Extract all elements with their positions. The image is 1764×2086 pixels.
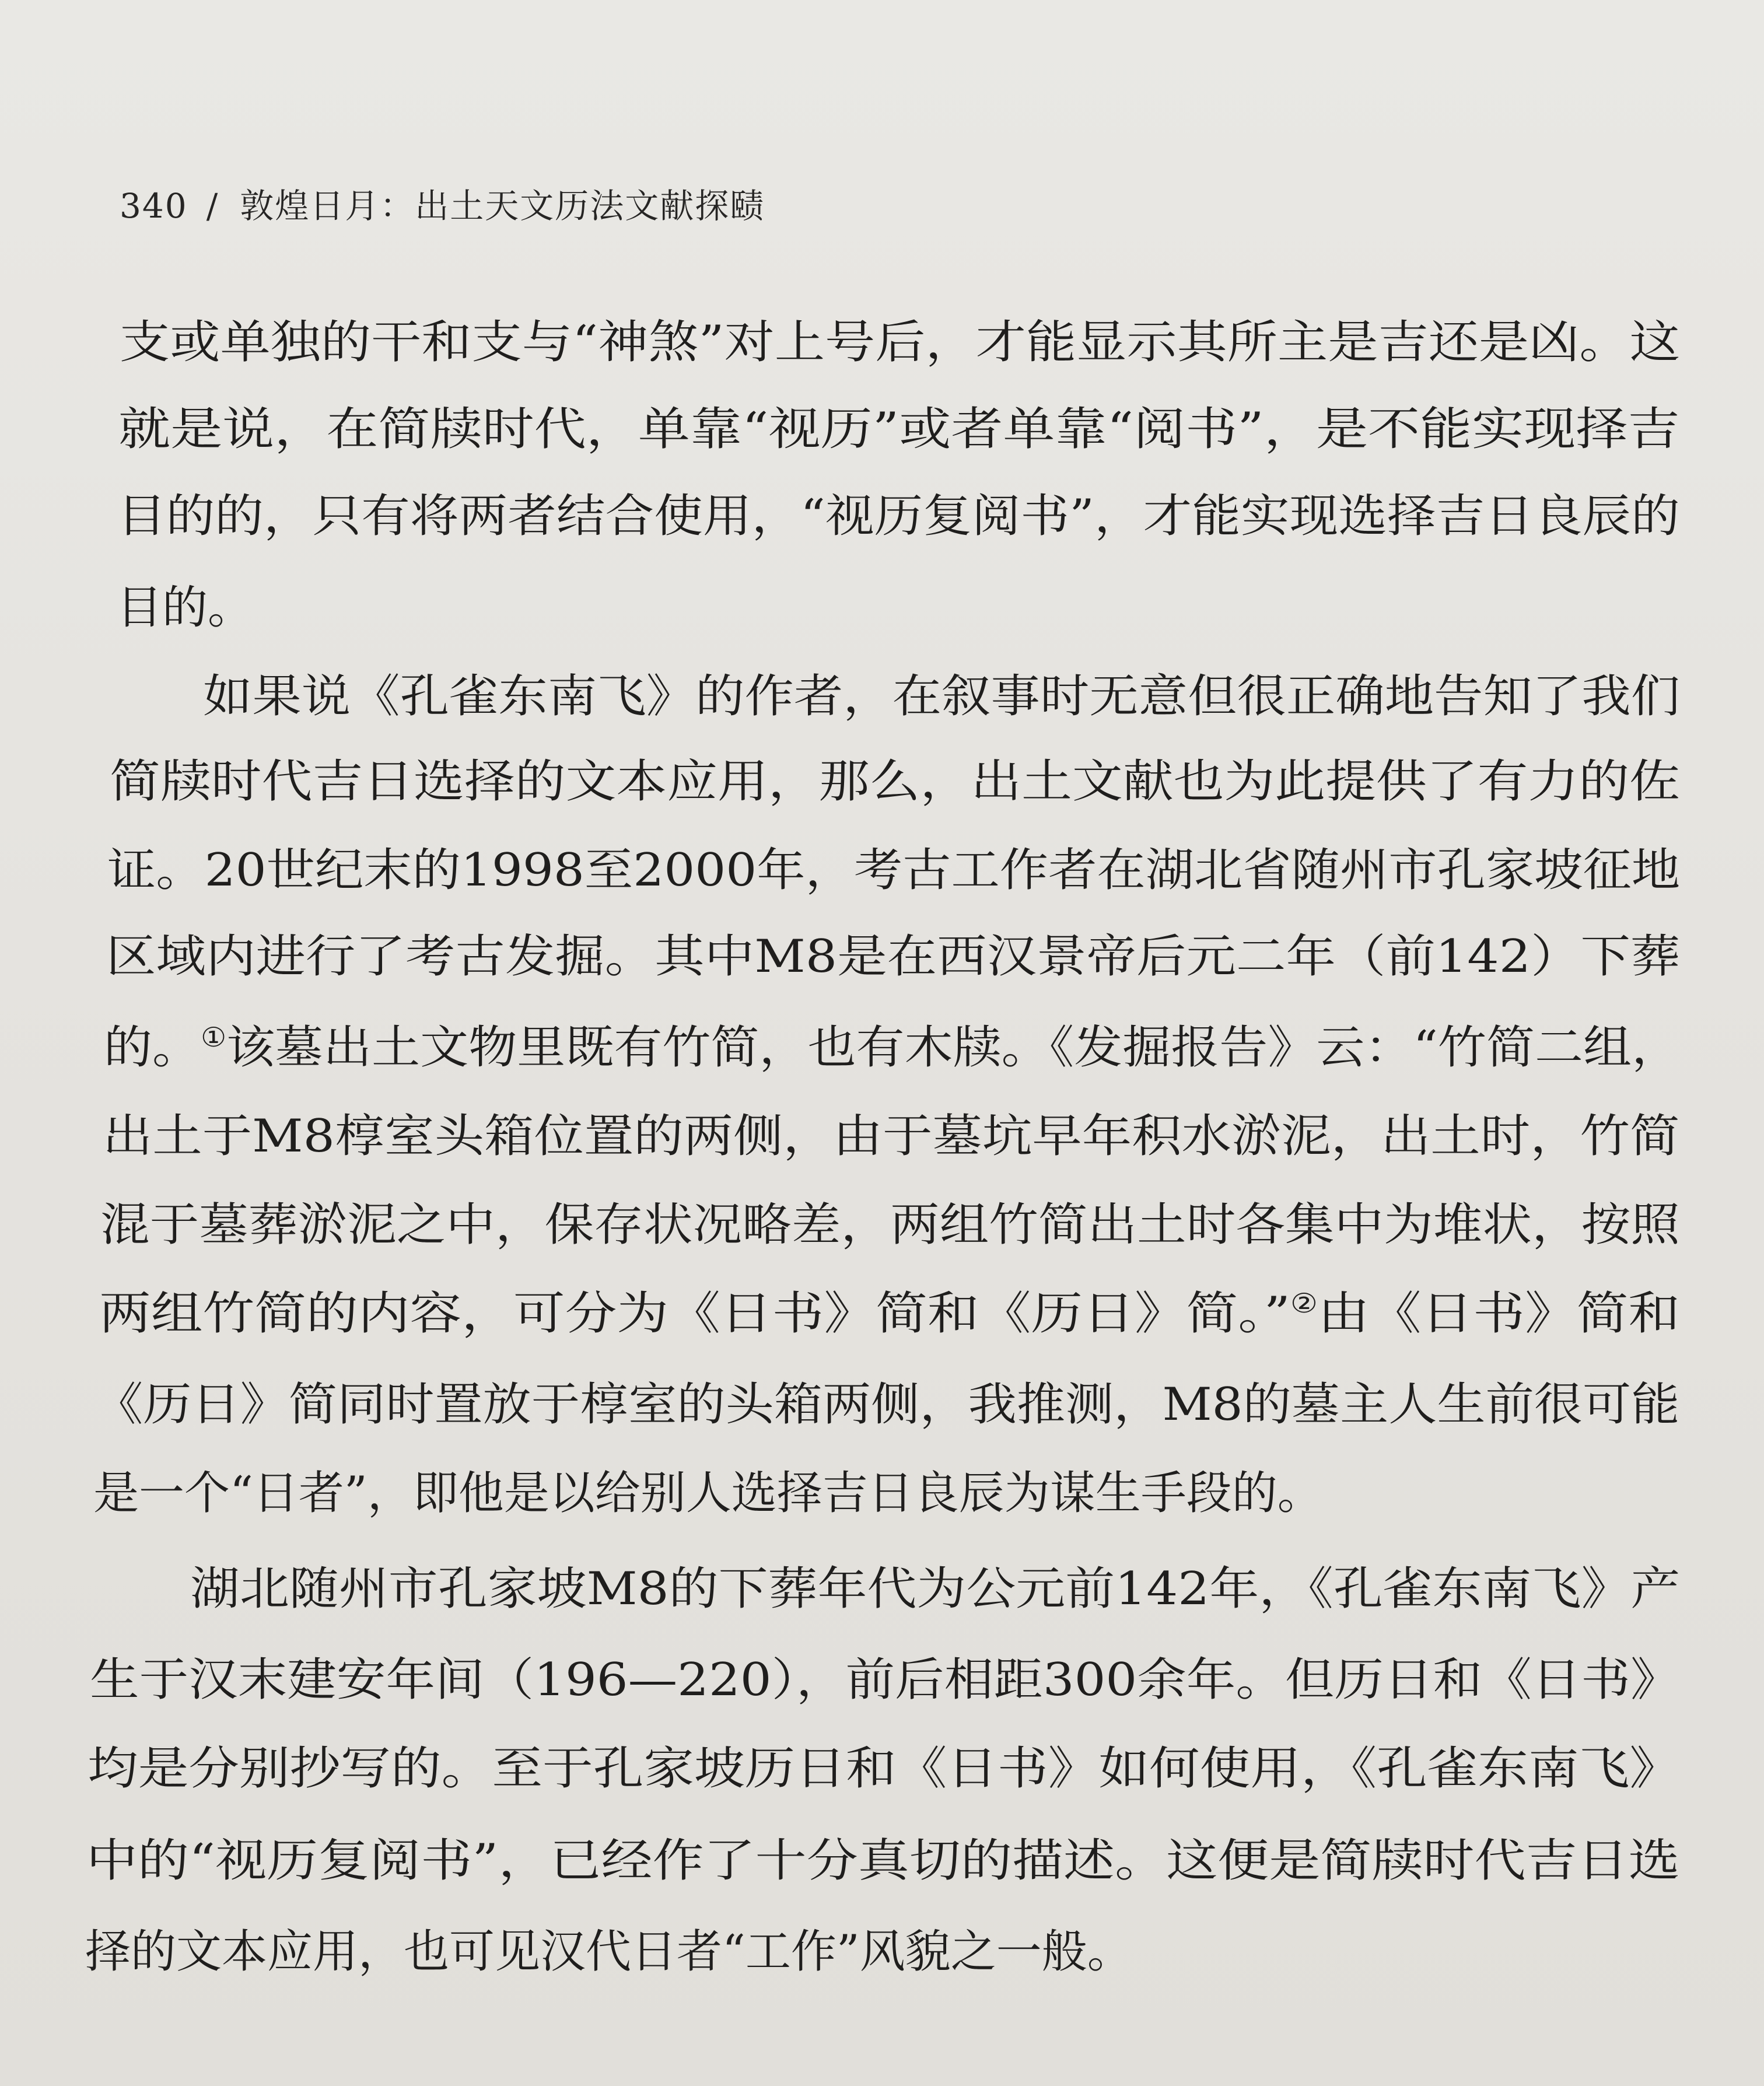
text-segment: 该墓出土文物里既有竹简，也有木牍。《发掘报告》云：“竹简二组，: [226, 1021, 1681, 1074]
page-number: 340: [120, 186, 188, 226]
text-line: 区域内进行了考古发掘。其中M8是在西汉景帝后元二年（前142）下葬: [106, 930, 1681, 983]
text-line: 如果说《孔雀东南飞》的作者，在叙事时无意但很正确地告知了我们: [203, 670, 1681, 723]
text-line: 中的“视历复阅书”，已经作了十分真切的描述。这便是简牍时代吉日选: [86, 1835, 1680, 1887]
text-line: 生于汉末建安年间（196—220），前后相距300余年。但历日和《日书》: [90, 1654, 1680, 1706]
footnote-mark: ①: [201, 1021, 227, 1053]
footnote-mark: ②: [1290, 1287, 1318, 1319]
text-line: [104, 1019, 1680, 1077]
running-header: [120, 186, 765, 226]
text-line: 均是分别抄写的。至于孔家坡历日和《日书》如何使用，《孔雀东南飞》: [88, 1742, 1680, 1795]
text-segment: 由《日书》简和: [1317, 1287, 1681, 1340]
text-segment: 的。: [104, 1021, 201, 1074]
text-line: 证。20世纪末的1998至2000年，考古工作者在湖北省随州市孔家坡征地: [107, 844, 1681, 897]
text-line: [99, 1284, 1680, 1343]
text-line: 混于墓葬淤泥之中，保存状况略差，两组竹简出土时各集中为堆状，按照: [100, 1199, 1680, 1251]
text-line: 《历日》简同时置放于椁室的头箱两侧，我推测，M8的墓主人生前很可能: [94, 1378, 1680, 1431]
text-line: 支或单独的干和支与“神煞”对上号后，才能显示其所主是吉还是凶。这: [120, 316, 1680, 369]
text-line: 湖北随州市孔家坡M8的下葬年代为公元前142年，《孔雀东南飞》产: [190, 1563, 1681, 1615]
text-line: 目的的，只有将两者结合使用，“视历复阅书”，才能实现选择吉日良辰的: [117, 490, 1680, 542]
header-separator: /: [206, 186, 219, 226]
text-segment: 两组竹简的内容，可分为《日书》简和《历日》简。”: [99, 1287, 1291, 1340]
text-line: 出土于M8椁室头箱位置的两侧，由于墓坑早年积水淤泥，出土时，竹简: [103, 1110, 1680, 1163]
text-line: 目的。: [117, 582, 254, 634]
book-title: 敦煌日月：出土天文历法文献探赜: [240, 186, 765, 226]
text-line: 就是说，在简牍时代，单靠“视历”或者单靠“阅书”，是不能实现择吉: [118, 403, 1680, 456]
text-line: 是一个“日者”，即他是以给别人选择吉日良辰为谋生手段的。: [93, 1467, 1323, 1520]
text-line: 择的文本应用，也可见汉代日者“工作”风貌之一般。: [85, 1926, 1133, 1978]
text-line: 简牍时代吉日选择的文本应用，那么，出土文献也为此提供了有力的佐: [110, 755, 1680, 808]
